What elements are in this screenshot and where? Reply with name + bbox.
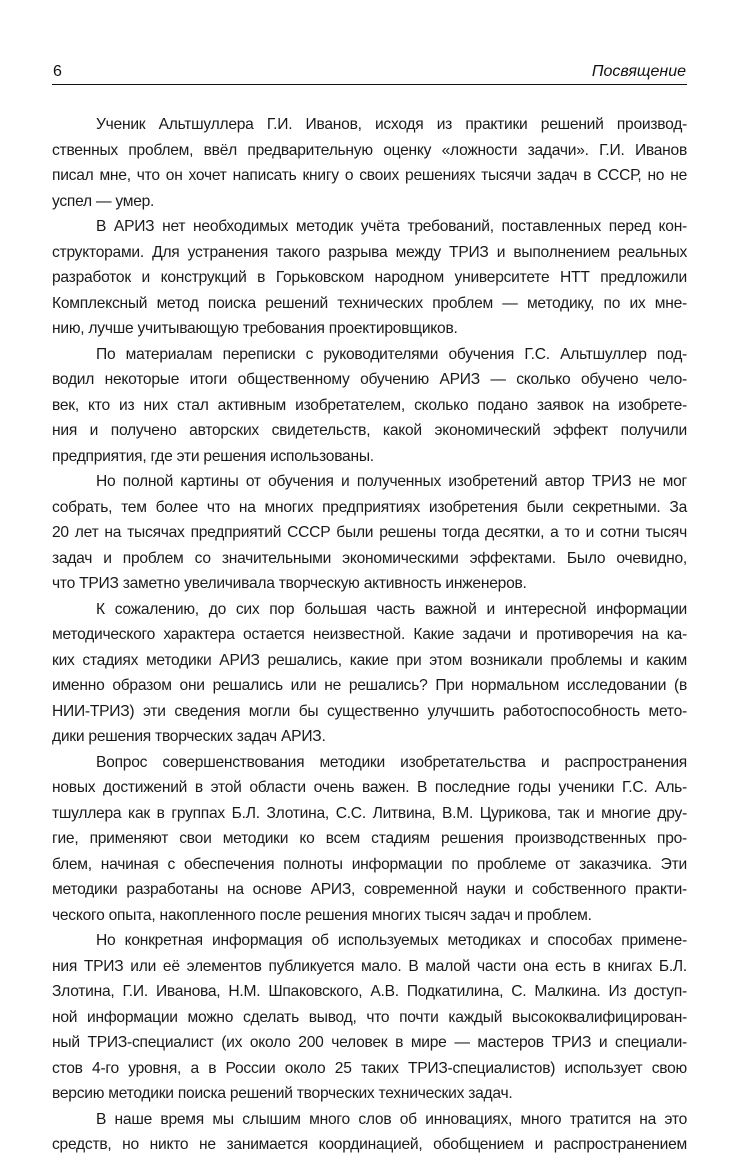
text-line: методического характера остается неизвестной. Какие задачи и противоречия на ка- — [52, 626, 687, 643]
text-line: ких стадиях методики АРИЗ решались, какие при этом возникали проблемы и каким — [52, 651, 687, 669]
text-line: блем, начиная с обеспечения полноты информации по проблеме от заказчика. Эти — [52, 855, 687, 873]
text-line: успел — умер. — [52, 192, 155, 210]
paragraph — [52, 112, 687, 214]
text-line: ния и получено авторских свидетельств, какой экономический эффект получили — [52, 422, 687, 439]
text-line: стов 4-го уровня, а в России около 25 таких ТРИЗ-специалистов) использует свою — [52, 1059, 687, 1077]
text-line: собрать, тем более что на многих предприятиях изобретения были секретными. За — [52, 498, 687, 516]
text-line: НИИ-ТРИЗ) эти сведения могли бы существенно улучшить работоспособность мето- — [52, 702, 687, 720]
text-line: дики решения творческих задач АРИЗ. — [52, 728, 326, 745]
page-header — [52, 60, 687, 85]
paragraph — [52, 1107, 687, 1158]
text-line: В наше время мы слышим много слов об инновациях, много тратится на это — [96, 1110, 687, 1128]
text-line: ческого опыта, накопленного после решения многих тысяч задач и проблем. — [52, 906, 592, 924]
text-line: именно образом они решались или не решались? При нормальном исследовании (в — [52, 677, 687, 694]
text-line: предприятия, где эти решения использованы. — [52, 447, 374, 465]
text-line: водил некоторые итоги общественному обучению АРИЗ — сколько обучено чело- — [52, 371, 687, 388]
text-line: структорами. Для устранения такого разрыва между ТРИЗ и выполнением реальных — [52, 243, 687, 261]
text-line: ственных проблем, ввёл предварительную оценку «ложности задачи». Г.И. Иванов — [52, 141, 687, 159]
text-line: Вопрос совершенствования методики изобретательства и распространения — [96, 753, 687, 771]
text-line: Ученик Альтшуллера Г.И. Иванов, исходя из практики решений производ- — [96, 116, 687, 133]
paragraph — [52, 469, 687, 597]
page-number: 6 — [53, 63, 62, 80]
text-line: ния ТРИЗ или её элементов публикуется мало. В малой части она есть в книгах Б.Л. — [52, 957, 687, 975]
text-line: что ТРИЗ заметно увеличивала творческую активность инженеров. — [52, 575, 527, 592]
paragraph — [52, 750, 687, 929]
text-line: Но конкретная информация об используемых методиках и способах примене- — [96, 932, 687, 949]
text-line: гие, применяют свои методики ко всем стадиям решения производственных про- — [52, 830, 687, 847]
text-line: методики разработаны на основе АРИЗ, современной науки и собственного практи- — [52, 881, 687, 898]
text-line: версию методики поиска решений творческих технических задач. — [52, 1085, 513, 1102]
text-line: В АРИЗ нет необходимых методик учёта требований, поставленных перед кон- — [96, 218, 687, 235]
text-line: средств, но никто не занимается координацией, обобщением и распространением — [52, 1136, 687, 1153]
text-line: нию, лучше учитывающую требования проектировщиков. — [52, 320, 458, 337]
text-line: ной информации можно сделать вывод, что почти каждый высококвалифицирован- — [52, 1008, 687, 1026]
text-line: Злотина, Г.И. Иванова, Н.М. Шпаковского, А.В. Подкатилина, С. Малкина. Из доступ- — [52, 983, 687, 1000]
text-line: Но полной картины от обучения и полученных изобретений автор ТРИЗ не мог — [96, 473, 687, 490]
text-line: разработок и конструкций в Горьковском народном университете НТТ предложили — [52, 269, 687, 286]
text-line: Комплексный метод поиска решений технических проблем — методику, по их мне- — [52, 294, 687, 312]
text-line: писал мне, что он хочет написать книгу о своих решениях тысячи задач в СССР, но не — [52, 167, 687, 184]
body-text — [52, 112, 687, 1158]
text-line: новых достижений в этой области очень важен. В последние годы ученики Г.С. Аль- — [52, 779, 687, 796]
paragraph — [52, 597, 687, 750]
running-head: Посвящение — [591, 63, 686, 80]
paragraph — [52, 214, 687, 342]
text-line: век, кто из них стал активным изобретателем, сколько подано заявок на изобрете- — [52, 396, 687, 414]
text-line: задач и проблем со значительными экономическими эффектами. Было очевидно, — [52, 549, 687, 567]
text-line: тшуллера как в группах Б.Л. Злотина, С.С. Литвина, В.М. Цурикова, так и многие дру- — [52, 804, 687, 822]
text-line: ный ТРИЗ-специалист (их около 200 человек в мире — мастеров ТРИЗ и специали- — [52, 1034, 687, 1051]
paragraph — [52, 342, 687, 470]
text-line: К сожалению, до сих пор большая часть важной и интересной информации — [96, 600, 687, 618]
text-line: 20 лет на тысячах предприятий СССР были решены тогда десятки, а то и сотни тысяч — [52, 524, 687, 541]
text-line: По материалам переписки с руководителями обучения Г.С. Альтшуллер под- — [96, 345, 687, 363]
